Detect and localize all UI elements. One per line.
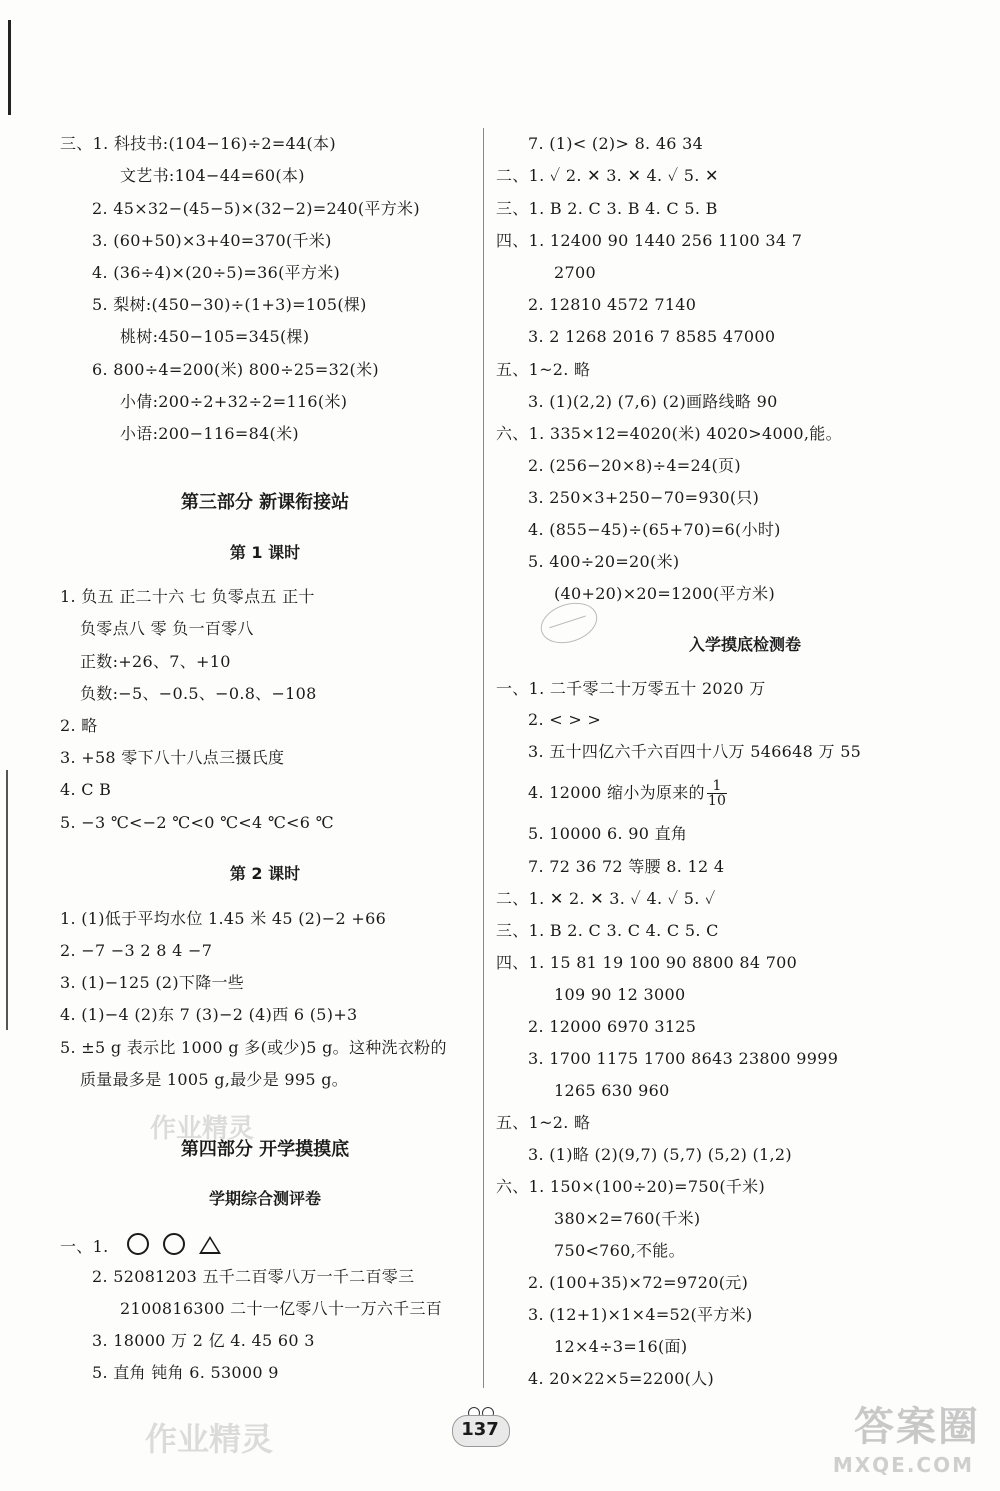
- page-number: [440, 1405, 520, 1455]
- answer-line: 小语:200−116=84(米): [120, 424, 299, 443]
- answer-line: 3. 1700 1175 1700 8643 23800 9999: [528, 1049, 839, 1068]
- answer-line: 三、1. 科技书:(104−16)÷2=44(本): [60, 134, 336, 153]
- answer-line: 2. 12810 4572 7140: [528, 295, 697, 314]
- page-number-text: 137: [461, 1419, 499, 1440]
- answer-line: 3. (12+1)×1×4=52(平方米): [528, 1305, 753, 1324]
- answer-line: 2. < > >: [528, 710, 602, 729]
- answer-line: 4. (855−45)÷(65+70)=6(小时): [528, 520, 781, 539]
- answer-line: 1265 630 960: [554, 1081, 670, 1100]
- section-heading-part4: 第四部分 开学摸摸底: [180, 1139, 350, 1160]
- answer-line: 5. ±5 g 表示比 1000 g 多(或少)5 g。这种洗衣粉的: [60, 1038, 447, 1057]
- answer-line: 1. 负五 正二十六 七 负零点五 正十: [60, 587, 315, 606]
- answer-line: 质量最多是 1005 g,最少是 995 g。: [80, 1070, 349, 1089]
- fraction: [707, 779, 727, 808]
- answer-line: 2. 45×32−(45−5)×(32−2)=240(平方米): [92, 199, 420, 218]
- answer-line: 3. 五十四亿六千六百四十八万 546648 万 55: [528, 742, 862, 761]
- answer-line: 109 90 12 3000: [554, 985, 686, 1004]
- answer-line: 正数:+26、7、+10: [80, 652, 231, 671]
- answer-line: 四、1. 15 81 19 100 90 8800 84 700: [496, 953, 798, 972]
- answer-line: 5. 10000 6. 90 直角: [528, 824, 688, 843]
- faint-watermark: 作业精灵: [145, 1420, 274, 1458]
- shapes-answer-line: [60, 1233, 221, 1258]
- answer-line: 6. 800÷4=200(米) 800÷25=32(米): [92, 360, 379, 379]
- answer-line: 负数:−5、−0.5、−0.8、−108: [80, 684, 317, 703]
- answer-line: 3. (1)−125 (2)下降一些: [60, 973, 245, 992]
- left-edge-mark-lower: [6, 770, 8, 1030]
- logo-text: 答案圈: [854, 1404, 980, 1450]
- answer-line: 7. 72 36 72 等腰 8. 12 4: [528, 857, 725, 876]
- answer-line: 5. −3 ℃<−2 ℃<0 ℃<4 ℃<6 ℃: [60, 813, 334, 832]
- answer-line: 4. C B: [60, 780, 112, 799]
- circle-icon: [163, 1233, 185, 1255]
- answer-line: 3. 18000 万 2 亿 4. 45 60 3: [92, 1331, 315, 1350]
- test-heading: 学期综合测评卷: [208, 1189, 321, 1208]
- site-logo-watermark: [740, 1395, 980, 1485]
- answer-line: 5. 400÷20=20(米): [528, 552, 680, 571]
- fraction-denominator: 10: [707, 793, 727, 809]
- answer-line: 五、1~2. 略: [496, 1113, 591, 1132]
- answer-line: 5. 梨树:(450−30)÷(1+3)=105(棵): [92, 295, 367, 314]
- faint-watermark: 作业精灵: [150, 1114, 255, 1144]
- answer-line: 六、1. 150×(100÷20)=750(千米): [496, 1177, 766, 1196]
- answer-line: 4. (36÷4)×(20÷5)=36(平方米): [92, 263, 341, 282]
- lesson-heading-2: 第 2 课时: [229, 864, 301, 883]
- column-divider: [483, 128, 484, 1388]
- answer-line: 5. 直角 钝角 6. 53000 9: [92, 1363, 279, 1382]
- left-edge-mark: [8, 20, 11, 115]
- answer-line: 一、1. 二千零二十万零五十 2020 万: [496, 679, 766, 698]
- circle-icon: [127, 1233, 149, 1255]
- answer-line: 三、1. B 2. C 3. C 4. C 5. C: [496, 921, 719, 940]
- answer-line: 六、1. 335×12=4020(米) 4020>4000,能。: [496, 424, 842, 443]
- answer-line: 四、1. 12400 90 1440 256 1100 34 7: [496, 231, 803, 250]
- answer-line: 3. +58 零下八十八点三摄氏度: [60, 748, 285, 767]
- answer-line: 2. 略: [60, 716, 98, 735]
- section-heading-part3: 第三部分 新课衔接站: [180, 492, 350, 513]
- answer-text: 4. 12000 缩小为原来的: [528, 783, 705, 802]
- fraction-answer-line: [528, 779, 727, 808]
- answer-line: 二、1. ✓ 2. ✕ 3. ✕ 4. ✓ 5. ✕: [496, 166, 719, 185]
- answer-line: 2. (256−20×8)÷4=24(页): [528, 456, 741, 475]
- answer-line: 五、1~2. 略: [496, 360, 591, 379]
- lesson-heading-1: 第 1 课时: [229, 543, 301, 562]
- answer-line: 2. 12000 6970 3125: [528, 1017, 697, 1036]
- answer-line: (40+20)×20=1200(平方米): [554, 584, 775, 603]
- answer-line: 3. (60+50)×3+40=370(千米): [92, 231, 332, 250]
- question-number: 一、1.: [60, 1237, 109, 1256]
- answer-line: 桃树:450−105=345(棵): [120, 327, 310, 346]
- answer-line: 4. (1)−4 (2)东 7 (3)−2 (4)西 6 (5)+3: [60, 1005, 358, 1024]
- answer-line: 2. −7 −3 2 8 4 −7: [60, 941, 213, 960]
- answer-line: 小倩:200÷2+32÷2=116(米): [120, 392, 348, 411]
- logo-domain: MXQE.COM: [832, 1453, 974, 1477]
- answer-line: 2. (100+35)×72=9720(元): [528, 1273, 749, 1292]
- answer-line: 3. (1)(2,2) (7,6) (2)画路线略 90: [528, 392, 778, 411]
- test-heading-entrance: 入学摸底检测卷: [688, 635, 801, 654]
- triangle-icon: [199, 1236, 221, 1254]
- answer-line: 2. 52081203 五千二百零八万一千二百零三: [92, 1267, 415, 1286]
- answer-line: 12×4÷3=16(面): [554, 1337, 688, 1356]
- answer-line: 文艺书:104−44=60(本): [120, 166, 305, 185]
- answer-line: 380×2=760(千米): [554, 1209, 701, 1228]
- answer-line: 二、1. ✕ 2. ✕ 3. ✓ 4. ✓ 5. ✓: [496, 889, 716, 908]
- answer-line: 3. 2 1268 2016 7 8585 47000: [528, 327, 776, 346]
- answer-line: 2100816300 二十一亿零八十一万六千三百: [120, 1299, 443, 1318]
- answer-line: 3. (1)略 (2)(9,7) (5,7) (5,2) (1,2): [528, 1145, 792, 1164]
- fraction-numerator: 1: [707, 779, 727, 794]
- answer-line: 三、1. B 2. C 3. B 4. C 5. B: [496, 199, 718, 218]
- answer-line: 2700: [554, 263, 596, 282]
- answer-line: 750<760,不能。: [554, 1241, 685, 1260]
- answer-line: 负零点八 零 负一百零八: [80, 619, 254, 638]
- answer-line: 1. (1)低于平均水位 1.45 米 45 (2)−2 +66: [60, 909, 387, 928]
- answer-line: 4. 20×22×5=2200(人): [528, 1369, 715, 1388]
- answer-line: 7. (1)< (2)> 8. 46 34: [528, 134, 704, 153]
- answer-line: 3. 250×3+250−70=930(只): [528, 488, 760, 507]
